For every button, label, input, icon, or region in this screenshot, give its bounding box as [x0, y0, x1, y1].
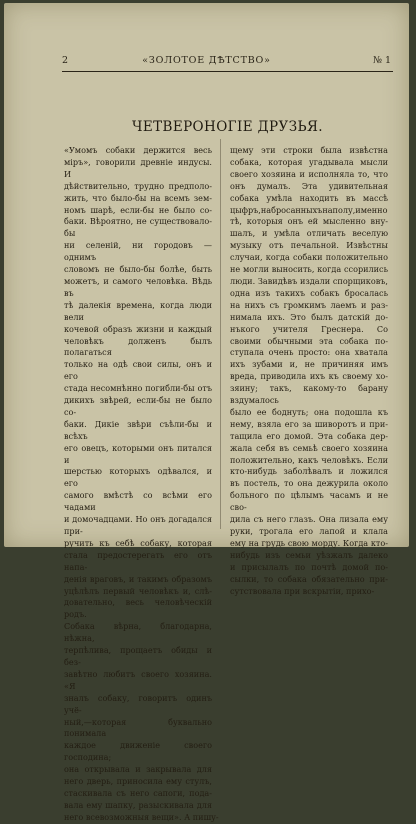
journal-title: «ЗОЛОТОЕ ДѢТСТВО» [142, 55, 271, 66]
article-column-left [64, 145, 219, 824]
article-line: жить, что было-бы на всемъ зем- [64, 192, 212, 203]
article-line: ихъ зубами и, не причиняя имъ [230, 359, 388, 370]
article-line: кто-нибудь заболѣвалъ и ложился [230, 466, 388, 477]
article-line: ни селеній, ни городовъ — однимъ [64, 240, 212, 263]
article-line: шерстью которыхъ одѣвался, и его [64, 466, 212, 489]
column-divider [220, 139, 221, 529]
article-line: нибудь изъ семьи уѣзжалъ далеко [230, 549, 388, 560]
article-line: сутствовала при вскрытіи, прихо- [230, 585, 375, 596]
article-line: вала ему шапку, разыскивала для [64, 799, 212, 810]
article-line: въ постель, то она дежурила около [230, 478, 388, 489]
article-line: она открывала и закрывала для [64, 764, 212, 775]
article-line: руки, трогала его лапой и клала [230, 526, 388, 536]
article-line: случаи, когда собаки положительно [230, 252, 388, 263]
header-rule [62, 71, 393, 72]
article-line: шалъ, и умѣла отличать веселую [230, 228, 388, 239]
article-line: баки. Вѣроятно, не существовало-бы [64, 216, 212, 239]
article-line: сылки, то собака обязательно при- [230, 573, 388, 584]
article-line: было ее боднуть; она подошла къ [230, 406, 388, 417]
article-line: одна изъ такихъ собакъ бросалась [230, 287, 388, 298]
article-line: терпѣлива, прощаетъ обиды и без- [64, 645, 212, 667]
article-line: самого вмѣстѣ со всѣми его чадами [64, 490, 212, 513]
article-line: своего хозяина и исполняла то, что [230, 168, 388, 179]
show-through-print [219, 73, 234, 119]
article-line: денія враговъ, и такимъ образомъ [64, 573, 212, 584]
article-line: собака, которая угадывала мысли [230, 156, 388, 167]
article-line: музыку отъ печальной. Извѣстны [230, 240, 388, 251]
article-line: его овецъ, которыми онъ питался и [64, 442, 212, 465]
article-line: зналъ собаку, говоритъ одинъ учё- [64, 692, 212, 715]
article-line: дила съ него глазъ. Она лизала ему [230, 514, 388, 525]
article-line: не могли выносить, когда ссорились [230, 264, 388, 275]
article-line: дѣйствительно, трудно предполо- [64, 180, 212, 191]
issue-number: № 1 [372, 55, 391, 66]
article-line: Собака вѣрна, благодарна, нѣжна, [64, 621, 212, 644]
article-line: люди. Завидѣвъ издали спорщиковъ, [230, 275, 388, 286]
article-line: уцѣлѣлъ первый человѣкъ и, слѣ- [64, 585, 212, 596]
article-line: жала себя въ семьѣ своего хозяина [230, 442, 388, 453]
article-line: стада несомнѣнно погибли-бы отъ [64, 383, 212, 394]
article-line: кочевой образъ жизни и каждый [64, 323, 212, 334]
article-line: стала предостерегать его отъ напа- [64, 549, 212, 572]
article-line: номъ шарѣ, если-бы не было со- [64, 204, 212, 215]
article-line: него дверь, приносила ему стулъ, [64, 776, 212, 787]
article-line: дикихъ звѣрей, если-бы не было со- [64, 395, 212, 417]
article-line: щему эти строки была извѣстна [230, 145, 388, 155]
page-header [4, 55, 409, 69]
article-line: вреда, приводила ихъ къ своему хо- [230, 371, 388, 382]
article-line: только на одѣ свои силы, онъ и его [64, 359, 212, 382]
article-line: ручить къ себѣ собаку, которая [64, 537, 212, 548]
article-line: и домочадцами. Но онъ догадался при- [64, 514, 212, 536]
article-line: тѣ, которыя онъ ей мысленно вну- [230, 216, 388, 227]
article-line: нему, взяла его за шиворотъ и при- [230, 418, 388, 429]
article-line: нимала ихъ. Это былъ датскій до- [230, 311, 388, 322]
article-line: человѣкъ долженъ былъ полагаться [64, 335, 212, 358]
article-line: и присылалъ по почтѣ домой по- [230, 561, 388, 572]
article-line: стаскивала съ него сапоги, пода- [64, 787, 212, 798]
article-line: нъкого учителя Греснера. Со [230, 323, 388, 334]
article-line: собака умѣла находить въ массѣ [230, 192, 388, 203]
article-line: «Умомъ собаки держится весь [64, 145, 212, 155]
article-line: на нихъ съ громкимъ лаемъ и раз- [230, 299, 388, 310]
article-line: довательно, весь человѣческій родъ. [64, 597, 212, 620]
article-line: можетъ, и самого человѣка. Вѣдь въ [64, 275, 212, 298]
article-line: ему на грудь свою морду. Когда кто- [230, 537, 388, 548]
article-column-right [230, 145, 388, 597]
article-line: тѣ далекія времена, когда люди вели [64, 299, 212, 322]
article-line: него всевозможныя вещи». А пишу- [64, 811, 219, 822]
article-line: тащила его домой. Эта собака дер- [230, 430, 388, 441]
article-line: онъ думалъ. Эта удивительная [230, 180, 388, 191]
article-line: зяину; такъ, какому-то барану вздумалось [230, 383, 388, 406]
article-line: ный,—которая буквально понимала [64, 716, 212, 739]
article-line: словомъ не было-бы болѣе, быть [64, 264, 212, 275]
article-line: каждое движеніе своего господина; [64, 740, 212, 763]
page-number: 2 [62, 55, 69, 66]
article-title: ЧЕТВЕРОНОГІЕ ДРУЗЬЯ. [132, 119, 323, 135]
article-line: своими обычными эта собака по- [230, 335, 388, 346]
article-line: положительно, какъ человѣкъ. Если [230, 454, 388, 465]
article-line: ступала очень просто: она хватала [230, 347, 388, 358]
article-line: завѣтно любитъ своего хозяина. «Я [64, 668, 212, 691]
article-line: больного по цѣлымъ часамъ и не сво- [230, 490, 388, 513]
article-line: цыфръ,набросанныхънаполу,именно [230, 204, 388, 215]
journal-page [4, 3, 409, 822]
article-line: міръ», говорили древніе индусы. И [64, 156, 212, 179]
article-line: баки. Дикіе звѣри съѣли-бы и всѣхъ [64, 418, 212, 441]
